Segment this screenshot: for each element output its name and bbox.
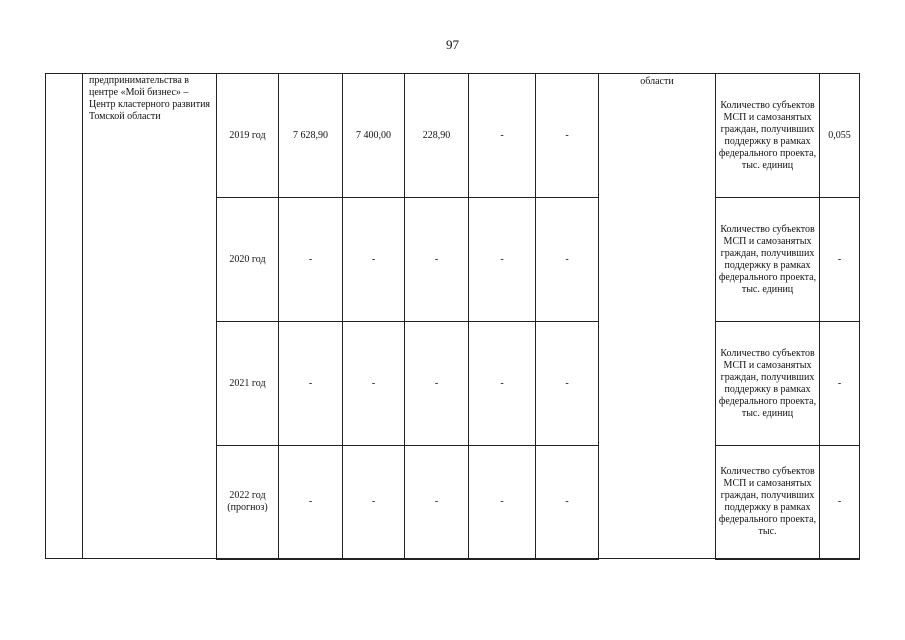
indicator-cell: Количество субъектов МСП и самозанятых граждан, получивших поддержку в рамках федерального проекта, тыс. единиц — [716, 74, 820, 198]
local-budget-cell: - — [469, 322, 536, 446]
year-cell: 2019 год — [217, 74, 279, 198]
executor-cell: области — [599, 74, 716, 559]
page-number: 97 — [446, 37, 459, 52]
year-cell: 2021 год — [217, 322, 279, 446]
indicator-cell: Количество субъектов МСП и самозанятых граждан, получивших поддержку в рамках федерального проекта, тыс. единиц — [716, 322, 820, 446]
row-number-cell — [46, 74, 83, 559]
program-events-table — [45, 73, 860, 560]
regional-budget-cell: - — [405, 322, 469, 446]
extra-budget-cell: - — [536, 74, 599, 198]
regional-budget-cell: - — [405, 446, 469, 559]
total-cell: - — [279, 198, 343, 322]
total-cell: 7 628,90 — [279, 74, 343, 198]
local-budget-cell: - — [469, 446, 536, 559]
event-name-cell: предпринимательства в центре «Мой бизнес» – Центр кластерного развития Томской области — [83, 74, 217, 559]
regional-budget-cell: 228,90 — [405, 74, 469, 198]
federal-budget-cell: 7 400,00 — [343, 74, 405, 198]
regional-budget-cell: - — [405, 198, 469, 322]
indicator-cell: Количество субъектов МСП и самозанятых граждан, получивших поддержку в рамках федерального проекта, тыс. — [716, 446, 820, 559]
extra-budget-cell: - — [536, 198, 599, 322]
table-row — [46, 74, 860, 198]
total-cell: - — [279, 322, 343, 446]
local-budget-cell: - — [469, 198, 536, 322]
indicator-value-cell: - — [820, 322, 860, 446]
federal-budget-cell: - — [343, 198, 405, 322]
indicator-value-cell: - — [820, 446, 860, 559]
local-budget-cell: - — [469, 74, 536, 198]
indicator-value-cell: - — [820, 198, 860, 322]
year-cell: 2020 год — [217, 198, 279, 322]
federal-budget-cell: - — [343, 322, 405, 446]
year-cell: 2022 год (прогноз) — [217, 446, 279, 559]
extra-budget-cell: - — [536, 322, 599, 446]
total-cell: - — [279, 446, 343, 559]
indicator-value-cell: 0,055 — [820, 74, 860, 198]
extra-budget-cell: - — [536, 446, 599, 559]
indicator-cell: Количество субъектов МСП и самозанятых граждан, получивших поддержку в рамках федерального проекта, тыс. единиц — [716, 198, 820, 322]
federal-budget-cell: - — [343, 446, 405, 559]
